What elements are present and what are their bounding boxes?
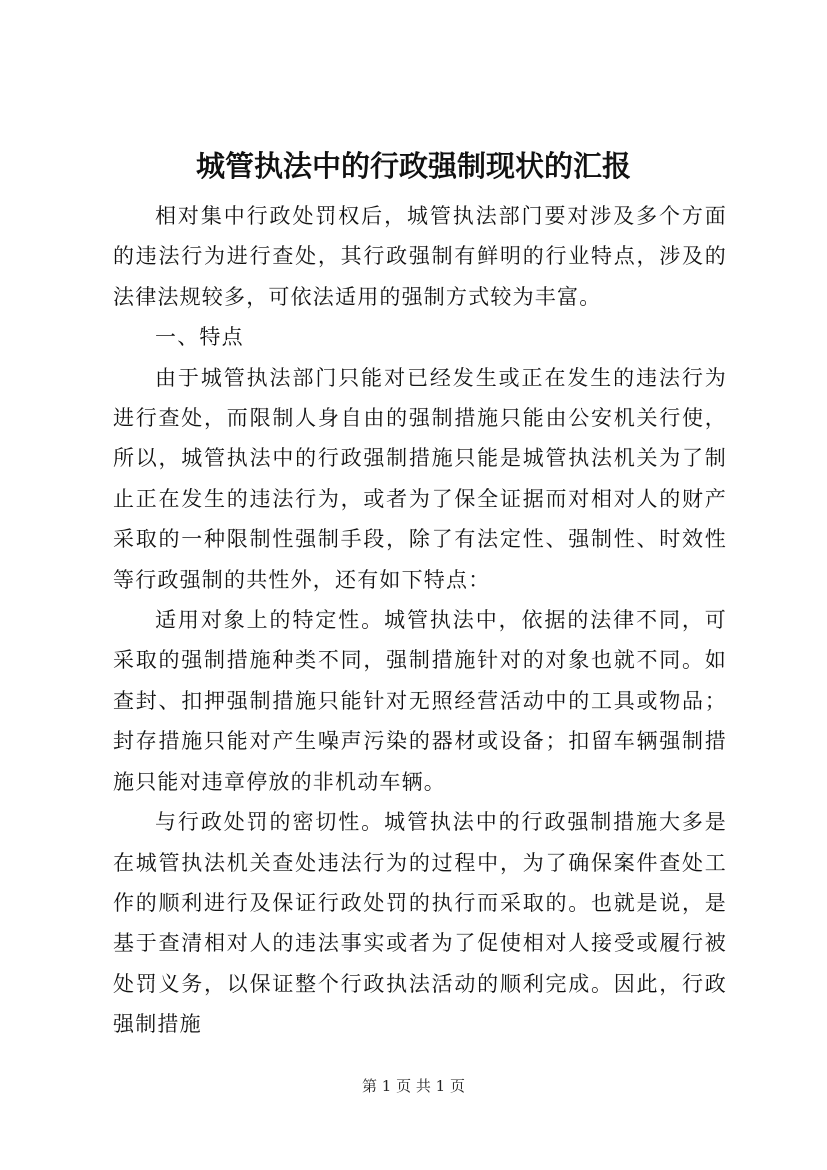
document-title: 城管执法中的行政强制现状的汇报: [195, 149, 631, 183]
paragraph-relation-to-penalty: 与行政处罚的密切性。城管执法中的行政强制措施大多是在城管执法机关查处违法行为的过程中，为了确保案件查处工作的顺利进行及保证行政处罚的执行而采取的。也就是说，是基于查清相对人的违法事实或者为了促使相对人接受或履行被处罚义务，以保证整个行政执法活动的顺利完成。因此，行政强制措施: [113, 810, 727, 1037]
page-footer: 第 1 页 共 1 页: [362, 1077, 465, 1095]
paragraph-features-overview: 由于城管执法部门只能对已经发生或正在发生的违法行为进行查处，而限制人身自由的强制措施只能由公安机关行使，所以，城管执法中的行政强制措施只能是城管执法机关为了制止正在发生的违法行为，或者为了保全证据而对相对人的财产采取的一种限制性强制手段，除了有法定性、强制性、时效性等行政强制的共性外，还有如下特点：: [113, 365, 727, 592]
paragraph-intro: 相对集中行政处罚权后，城管执法部门要对涉及多个方面的违法行为进行查处，其行政强制有鲜明的行业特点，涉及的法律法规较多，可依法适用的强制方式较为丰富。: [113, 204, 727, 309]
section-heading-features: 一、特点: [155, 325, 244, 350]
document-body: [113, 196, 727, 1045]
paragraph-specificity: 适用对象上的特定性。城管执法中，依据的法律不同，可采取的强制措施种类不同，强制措施针对的对象也就不同。如查封、扣押强制措施只能针对无照经营活动中的工具或物品；封存措施只能对产生噪声污染的器材或设备；扣留车辆强制措施只能对违章停放的非机动车辆。: [113, 608, 727, 794]
